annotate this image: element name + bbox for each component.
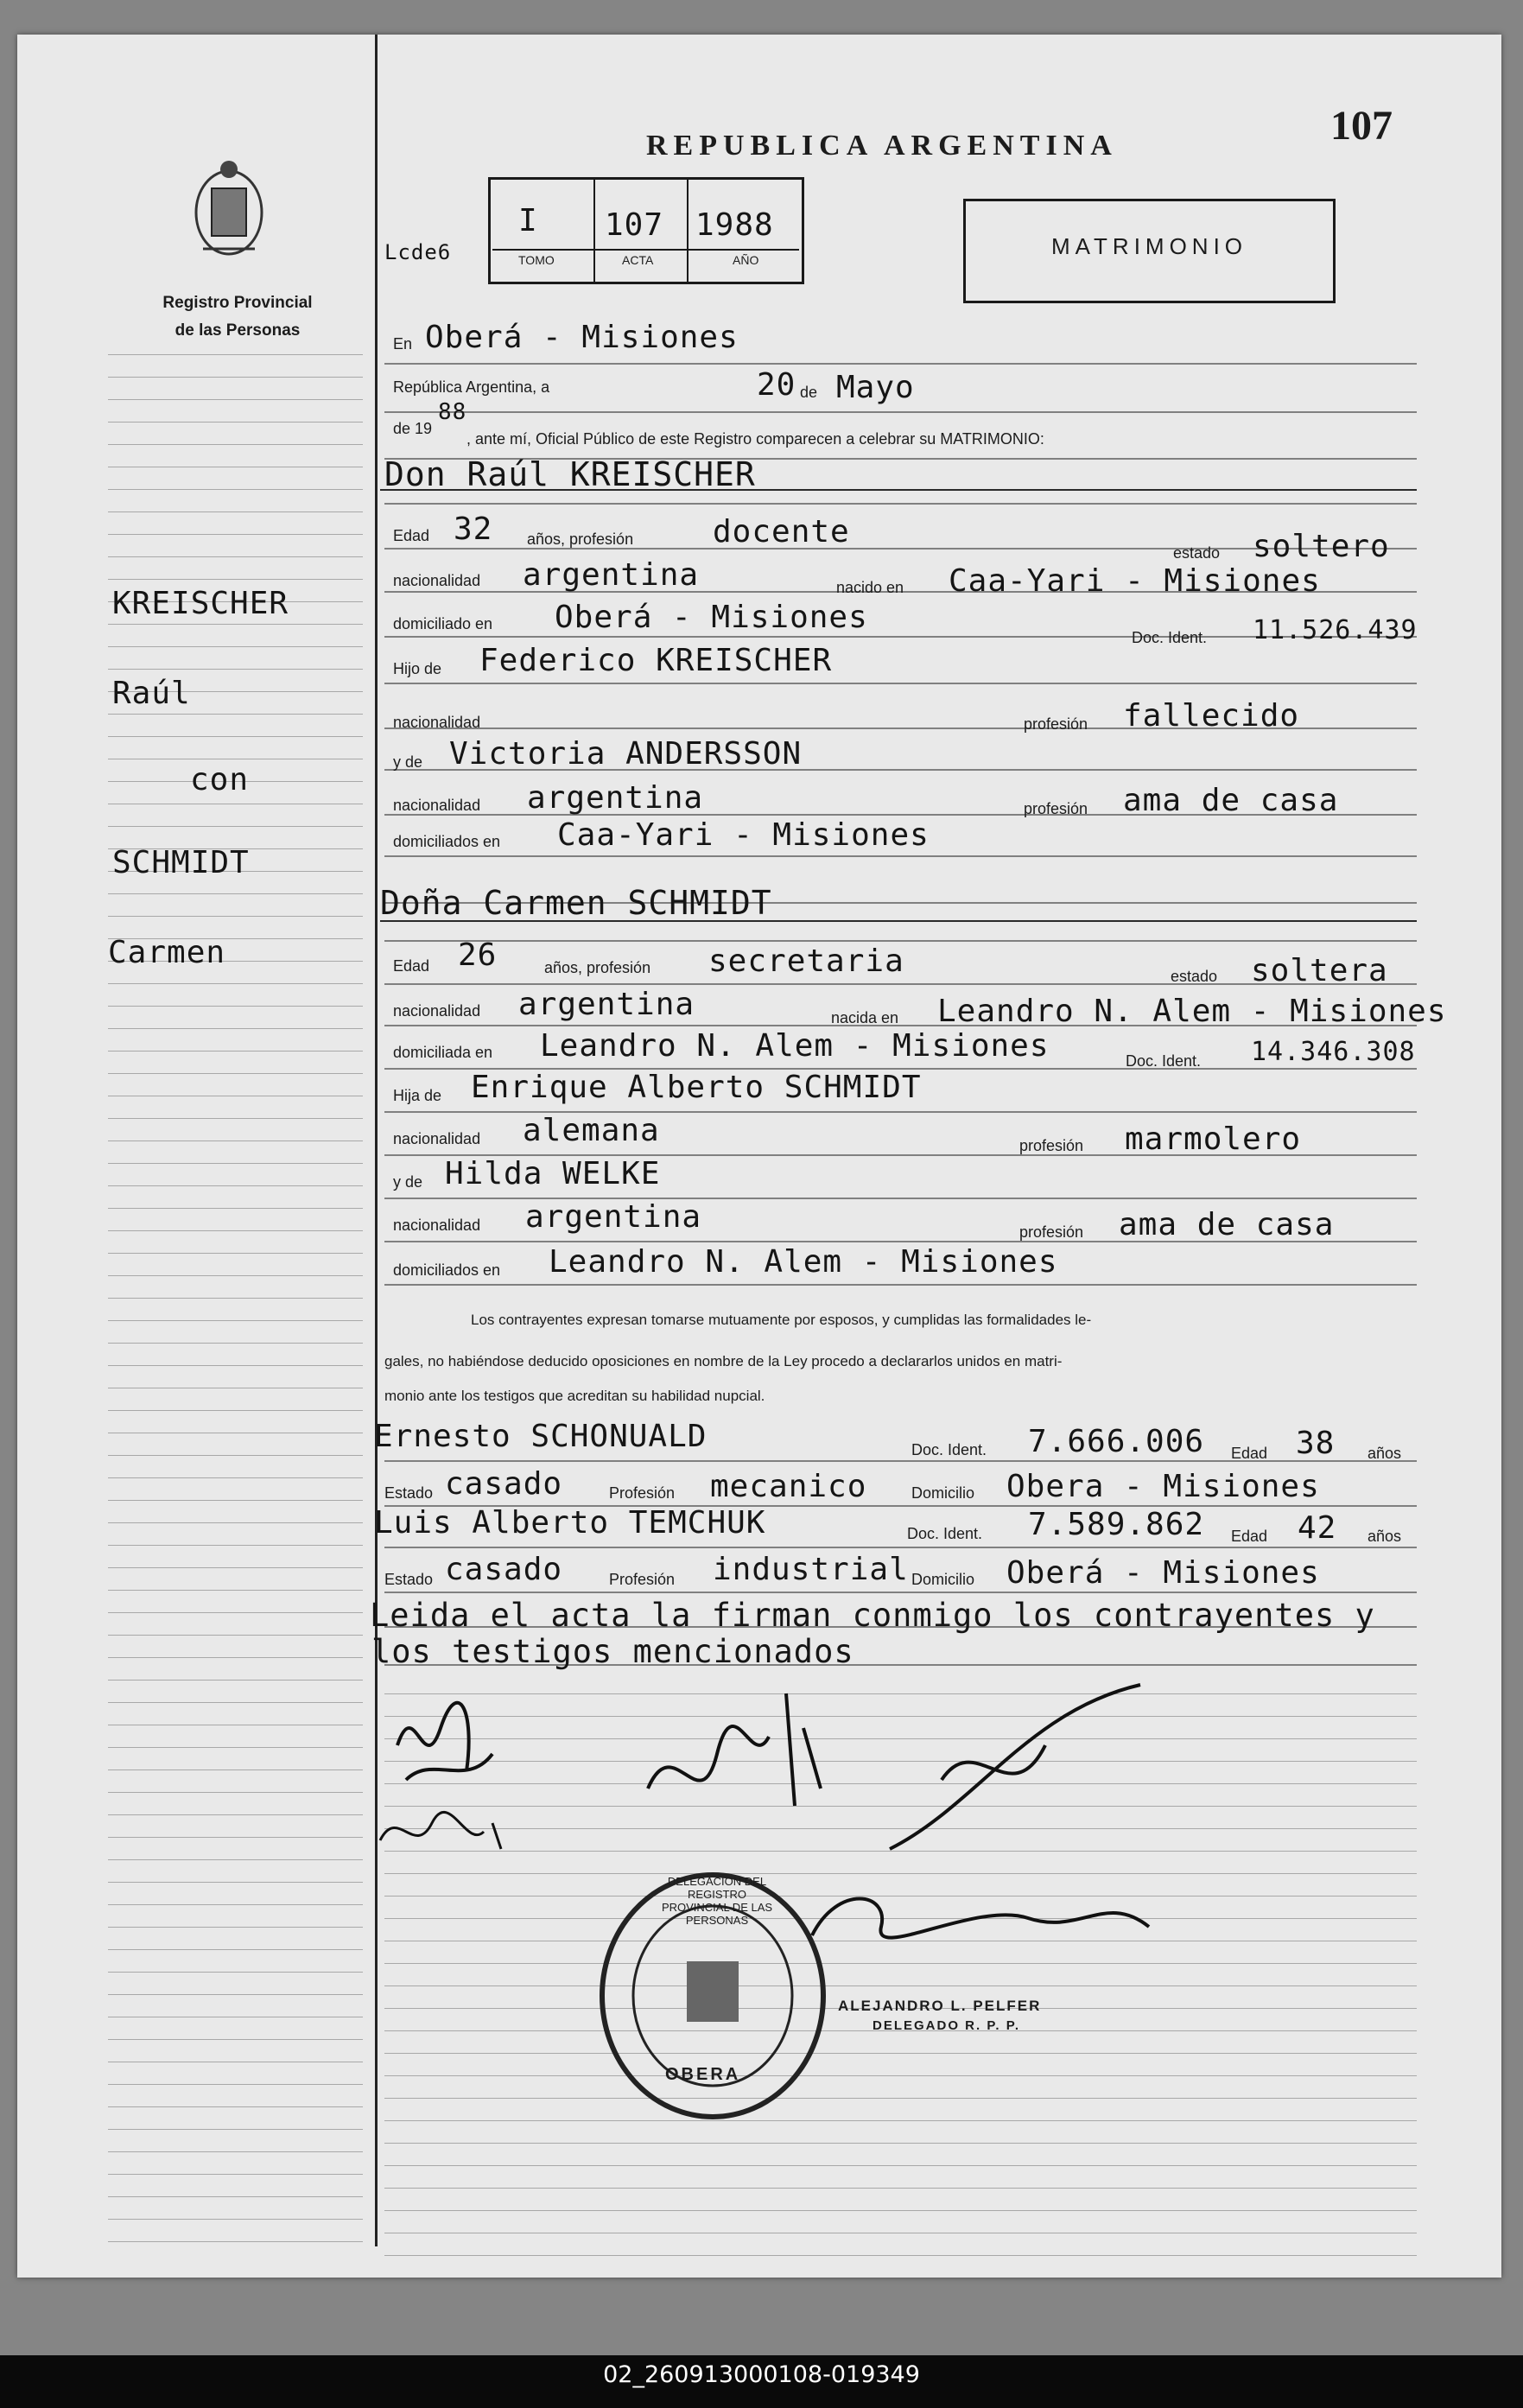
form-rule bbox=[384, 855, 1417, 857]
bride-dom-label: domiciliada en bbox=[393, 1044, 493, 1061]
margin-rule bbox=[108, 2129, 363, 2130]
signature-area-rule bbox=[384, 2120, 1417, 2121]
margin-rule bbox=[108, 444, 363, 445]
signature-area-rule bbox=[384, 2053, 1417, 2054]
signature-area-rule bbox=[384, 2143, 1417, 2144]
witness2-profesion-label: Profesión bbox=[609, 1571, 676, 1588]
signature-witness1 bbox=[648, 1693, 821, 1806]
declaration-line2: gales, no habiéndose deducido oposiciones en nombre de la Ley procedo a declararlos unidos en matri- bbox=[384, 1353, 1063, 1369]
margin-rule bbox=[108, 1635, 363, 1636]
witness2-age: 42 bbox=[1298, 1510, 1337, 1546]
margin-rule bbox=[108, 1814, 363, 1815]
de-label: de bbox=[800, 384, 818, 401]
groom-mother-label: y de bbox=[393, 753, 423, 771]
margin-rule bbox=[108, 1680, 363, 1681]
margin-rule bbox=[108, 1118, 363, 1119]
groom-mother-nac-label: nacionalidad bbox=[393, 797, 481, 814]
acta-label: ACTA bbox=[622, 253, 654, 267]
margin-rule bbox=[108, 983, 363, 984]
bride-nac-label: nacionalidad bbox=[393, 1002, 481, 1020]
witness1-domicile: Obera - Misiones bbox=[1006, 1469, 1320, 1504]
margin-groom-name: Raúl bbox=[112, 676, 191, 711]
margin-rule bbox=[108, 714, 363, 715]
witness2-civil-status: casado bbox=[445, 1552, 563, 1587]
margin-rule bbox=[108, 1253, 363, 1254]
closing-line2: los testigos mencionados bbox=[371, 1633, 854, 1670]
margin-rule bbox=[108, 1298, 363, 1299]
bride-profesion-label: años, profesión bbox=[544, 959, 651, 976]
margin-rule bbox=[108, 1702, 363, 1703]
groom-profesion-label: años, profesión bbox=[527, 531, 634, 548]
tomo-value: I bbox=[518, 203, 538, 238]
margin-rule bbox=[108, 1006, 363, 1007]
groom-parents-domicile: Caa-Yari - Misiones bbox=[557, 817, 930, 853]
witness2-estado-label: Estado bbox=[384, 1571, 434, 1588]
signature-area-rule bbox=[384, 2165, 1417, 2166]
margin-rule bbox=[108, 1769, 363, 1770]
bride-edad-label: Edad bbox=[393, 957, 430, 975]
margin-rule bbox=[108, 1837, 363, 1838]
groom-estado-label: estado bbox=[1173, 544, 1221, 562]
document-type: MATRIMONIO bbox=[1050, 233, 1248, 259]
margin-rule bbox=[108, 624, 363, 625]
margin-rule bbox=[108, 1657, 363, 1658]
form-rule bbox=[384, 1592, 1417, 1593]
bride-mother-nationality: argentina bbox=[525, 1199, 702, 1235]
seal-city: OBERA bbox=[665, 2065, 741, 2084]
margin-bride-name: Carmen bbox=[108, 935, 226, 970]
margin-rule bbox=[108, 1455, 363, 1456]
groom-full-name: Don Raúl KREISCHER bbox=[384, 455, 756, 493]
margin-rule bbox=[108, 1567, 363, 1568]
bride-father-label: Hija de bbox=[393, 1087, 442, 1104]
groom-doc-number: 11.526.439 bbox=[1253, 615, 1418, 645]
margin-rule bbox=[108, 2219, 363, 2220]
coat-of-arms-icon bbox=[186, 154, 272, 266]
margin-rule bbox=[108, 826, 363, 827]
witness1-doc: 7.666.006 bbox=[1028, 1424, 1205, 1459]
margin-rule bbox=[108, 1994, 363, 1995]
groom-civil-status: soltero bbox=[1253, 529, 1390, 564]
bride-nationality: argentina bbox=[518, 987, 695, 1022]
anio-label: AÑO bbox=[733, 253, 759, 267]
marriage-month: Mayo bbox=[836, 370, 915, 405]
witness1-civil-status: casado bbox=[445, 1466, 563, 1502]
form-rule bbox=[384, 940, 1417, 942]
bride-father-prof-label: profesión bbox=[1019, 1137, 1084, 1154]
page-number: 107 bbox=[1330, 103, 1393, 149]
margin-rule bbox=[108, 2151, 363, 2152]
margin-rule bbox=[108, 556, 363, 557]
witness1-doc-label: Doc. Ident. bbox=[911, 1441, 987, 1458]
witness1-age: 38 bbox=[1296, 1426, 1336, 1461]
margin-rule bbox=[108, 2174, 363, 2175]
bride-mother-name: Hilda WELKE bbox=[445, 1156, 661, 1191]
margin-rule bbox=[108, 1073, 363, 1074]
groom-edad-label: Edad bbox=[393, 527, 430, 544]
bride-father-nationality: alemana bbox=[523, 1113, 660, 1148]
bride-parents-dom-label: domiciliados en bbox=[393, 1261, 501, 1279]
groom-nac-label: nacionalidad bbox=[393, 572, 481, 589]
witness2-name: Luis Alberto TEMCHUK bbox=[374, 1505, 766, 1541]
margin-rule bbox=[108, 1500, 363, 1501]
margin-rule bbox=[108, 511, 363, 512]
margin-rule bbox=[108, 669, 363, 670]
margin-groom-surname: KREISCHER bbox=[112, 586, 289, 621]
margin-rule bbox=[108, 489, 363, 490]
marginal-code: Lcde6 bbox=[384, 240, 452, 264]
republica-label: República Argentina, a bbox=[393, 378, 550, 396]
groom-father-nac-label: nacionalidad bbox=[393, 714, 481, 731]
declaration-line3: monio ante los testigos que acreditan su habilidad nupcial. bbox=[384, 1388, 765, 1404]
witness1-anos-label: años bbox=[1368, 1445, 1402, 1462]
groom-mother-nationality: argentina bbox=[527, 780, 704, 816]
year-suffix: 88 bbox=[438, 399, 467, 425]
en-label: En bbox=[393, 335, 413, 353]
groom-father-name: Federico KREISCHER bbox=[479, 643, 833, 678]
witness1-dom-label: Domicilio bbox=[911, 1484, 975, 1502]
bride-mother-nac-label: nacionalidad bbox=[393, 1217, 481, 1234]
seal-ring-text: DELEGACION DEL REGISTRO PROVINCIAL DE LAS PERSONAS bbox=[661, 1875, 773, 1927]
margin-divider bbox=[375, 35, 378, 2246]
groom-nationality: argentina bbox=[523, 557, 700, 593]
bride-mother-label: y de bbox=[393, 1173, 423, 1191]
bride-doc-label: Doc. Ident. bbox=[1126, 1052, 1202, 1070]
bride-doc-number: 14.346.308 bbox=[1251, 1037, 1416, 1067]
signature-official bbox=[803, 1866, 1166, 1970]
margin-rule bbox=[108, 2084, 363, 2085]
margin-rule bbox=[108, 1747, 363, 1748]
margin-rule bbox=[108, 1904, 363, 1905]
margin-rule bbox=[108, 1163, 363, 1164]
margin-rule bbox=[108, 1320, 363, 1321]
groom-dom-label: domiciliado en bbox=[393, 615, 493, 632]
groom-father-profession: fallecido bbox=[1123, 698, 1300, 734]
closing-line1: Leida el acta la firman conmigo los contrayentes y bbox=[370, 1597, 1375, 1634]
margin-rule bbox=[108, 2106, 363, 2107]
bride-full-name: Doña Carmen SCHMIDT bbox=[380, 884, 772, 922]
margin-rule bbox=[108, 916, 363, 917]
groom-doc-label: Doc. Ident. bbox=[1132, 629, 1208, 646]
witness2-domicile: Oberá - Misiones bbox=[1006, 1555, 1320, 1591]
witness1-profesion-label: Profesión bbox=[609, 1484, 676, 1502]
margin-rule bbox=[108, 377, 363, 378]
margin-rule bbox=[108, 1545, 363, 1546]
signatures bbox=[371, 1676, 1235, 1884]
groom-nacido-label: nacido en bbox=[836, 579, 904, 596]
margin-rule bbox=[108, 579, 363, 580]
margin-rule bbox=[108, 1028, 363, 1029]
footer-code: 02_260913000108-019349 bbox=[603, 2361, 920, 2388]
margin-rule bbox=[108, 1792, 363, 1793]
groom-mother-name: Victoria ANDERSSON bbox=[449, 736, 803, 772]
form-rule bbox=[384, 411, 1417, 413]
witness2-profession: industrial bbox=[713, 1552, 909, 1587]
margin-rule bbox=[108, 1477, 363, 1478]
margin-rule bbox=[108, 893, 363, 894]
margin-rule bbox=[108, 1882, 363, 1883]
margin-rule bbox=[108, 1410, 363, 1411]
registry-name-line2: de las Personas bbox=[175, 321, 301, 340]
margin-rule bbox=[108, 1522, 363, 1523]
groom-father-prof-label: profesión bbox=[1024, 715, 1088, 733]
margin-rule bbox=[108, 1051, 363, 1052]
margin-rule bbox=[108, 1949, 363, 1950]
margin-rule bbox=[108, 1972, 363, 1973]
groom-mother-prof-label: profesión bbox=[1024, 800, 1088, 817]
form-rule bbox=[384, 683, 1417, 684]
groom-age: 32 bbox=[454, 511, 493, 547]
bride-age: 26 bbox=[458, 937, 498, 973]
signature-area-rule bbox=[384, 2098, 1417, 2099]
witness1-estado-label: Estado bbox=[384, 1484, 434, 1502]
bride-nacida-label: nacida en bbox=[831, 1009, 899, 1026]
margin-rule bbox=[108, 1343, 363, 1344]
margin-rule bbox=[108, 1208, 363, 1209]
bride-civil-status: soltera bbox=[1251, 953, 1388, 988]
margin-rule bbox=[108, 1365, 363, 1366]
groom-domicile: Oberá - Misiones bbox=[555, 600, 868, 635]
anio-value: 1988 bbox=[695, 207, 774, 243]
margin-rule bbox=[108, 1927, 363, 1928]
marriage-place: Oberá - Misiones bbox=[425, 320, 739, 355]
witness2-doc: 7.589.862 bbox=[1028, 1507, 1205, 1542]
signature-area-rule bbox=[384, 2210, 1417, 2211]
country-title: REPUBLICA ARGENTINA bbox=[646, 130, 1118, 162]
signature-area-rule bbox=[384, 2075, 1417, 2076]
witness2-edad-label: Edad bbox=[1231, 1528, 1268, 1545]
margin-rule bbox=[108, 1859, 363, 1860]
bride-mother-profession: ama de casa bbox=[1119, 1207, 1335, 1242]
signature-area-rule bbox=[384, 1985, 1417, 1986]
witness2-dom-label: Domicilio bbox=[911, 1571, 975, 1588]
margin-rule bbox=[108, 2241, 363, 2242]
signature-witness2 bbox=[890, 1685, 1140, 1849]
bride-father-name: Enrique Alberto SCHMIDT bbox=[471, 1070, 922, 1105]
form-rule bbox=[384, 1547, 1417, 1548]
groom-mother-profession: ama de casa bbox=[1123, 783, 1339, 818]
witness2-anos-label: años bbox=[1368, 1528, 1402, 1545]
bride-father-profession: marmolero bbox=[1125, 1121, 1302, 1157]
margin-rule bbox=[108, 354, 363, 355]
form-rule bbox=[384, 1284, 1417, 1286]
groom-father-label: Hijo de bbox=[393, 660, 442, 677]
margin-rule bbox=[108, 1590, 363, 1591]
margin-rule bbox=[108, 534, 363, 535]
tomo-label: TOMO bbox=[518, 253, 555, 267]
margin-rule bbox=[108, 1275, 363, 1276]
signature-bride bbox=[380, 1812, 501, 1849]
margin-rule bbox=[108, 1612, 363, 1613]
groom-profession: docente bbox=[713, 514, 850, 550]
witness1-name: Ernesto SCHONUALD bbox=[374, 1419, 708, 1454]
margin-rule bbox=[108, 2039, 363, 2040]
form-rule bbox=[384, 503, 1417, 505]
margin-rule bbox=[108, 1185, 363, 1186]
margin-rule bbox=[108, 736, 363, 737]
witness2-doc-label: Doc. Ident. bbox=[907, 1525, 983, 1542]
registry-name-line1: Registro Provincial bbox=[162, 294, 313, 312]
official-title: DELEGADO R. P. P. bbox=[873, 2018, 1020, 2033]
margin-rule bbox=[108, 2196, 363, 2197]
year-prefix: de 19 bbox=[393, 420, 433, 437]
margin-rule bbox=[108, 1140, 363, 1141]
official-name: ALEJANDRO L. PELFER bbox=[838, 1998, 1042, 2014]
margin-rule bbox=[108, 422, 363, 423]
bride-father-nac-label: nacionalidad bbox=[393, 1130, 481, 1147]
groom-parents-dom-label: domiciliados en bbox=[393, 833, 501, 850]
margin-rule bbox=[108, 1230, 363, 1231]
bride-profession: secretaria bbox=[708, 944, 904, 979]
signature-groom bbox=[397, 1703, 492, 1780]
bride-parents-domicile: Leandro N. Alem - Misiones bbox=[549, 1244, 1058, 1280]
margin-connector: con bbox=[190, 762, 250, 797]
margin-rule bbox=[108, 646, 363, 647]
margin-bride-surname: SCHMIDT bbox=[112, 845, 250, 880]
groom-birthplace: Caa-Yari - Misiones bbox=[949, 563, 1321, 599]
witness1-profession: mecanico bbox=[710, 1469, 867, 1504]
bride-domicile: Leandro N. Alem - Misiones bbox=[540, 1028, 1050, 1064]
declaration-line1: Los contrayentes expresan tomarse mutuamente por esposos, y cumplidas las formalidades le- bbox=[471, 1312, 1092, 1328]
marriage-day: 20 bbox=[757, 367, 796, 403]
bride-birthplace: Leandro N. Alem - Misiones bbox=[937, 994, 1447, 1029]
signature-area-rule bbox=[384, 2188, 1417, 2189]
acta-value: 107 bbox=[605, 207, 664, 243]
signature-area-rule bbox=[384, 2255, 1417, 2256]
margin-rule bbox=[108, 399, 363, 400]
form-rule bbox=[384, 363, 1417, 365]
ante-text: , ante mí, Oficial Público de este Registro comparecen a celebrar su MATRIMONIO: bbox=[466, 430, 1044, 448]
bride-mother-prof-label: profesión bbox=[1019, 1223, 1084, 1241]
bride-estado-label: estado bbox=[1171, 968, 1218, 985]
witness1-edad-label: Edad bbox=[1231, 1445, 1268, 1462]
